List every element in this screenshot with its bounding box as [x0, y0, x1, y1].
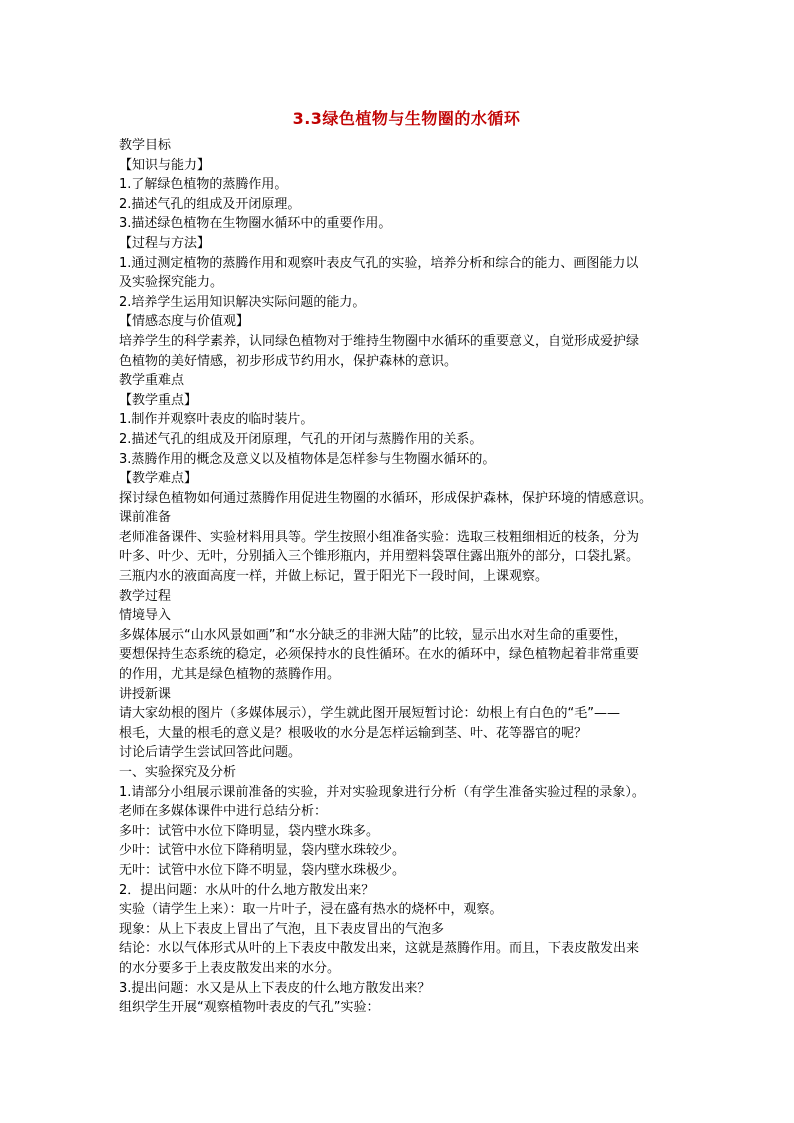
text-line: 【过程与方法】: [119, 235, 211, 251]
text-line: 【教学难点】: [119, 471, 198, 487]
text-line: 叶多、叶少、无叶，分别插入三个锥形瓶内，并用塑料袋罩住露出瓶外的部分，口袋扎紧。: [119, 549, 640, 565]
text-line: 【情感态度与价值观】: [119, 314, 250, 330]
text-line: 一、实验探究及分析: [119, 765, 237, 780]
text-line: 老师准备课件、实验材料用具等。学生按照小组准备实验：选取三枝粗细相近的枝条，分为: [119, 529, 640, 545]
text-line: 教学过程: [119, 588, 172, 604]
text-line: 老师在多媒体课件中进行总结分析：: [119, 804, 328, 820]
text-line: 实验（请学生上来）：取一片叶子，浸在盛有热水的烧杯中，观察。: [119, 902, 503, 918]
text-line: 1.请部分小组展示课前准备的实验，并对实验现象进行分析（有学生准备实验过程的录象）。: [119, 784, 645, 800]
document-page: [119, 108, 694, 1018]
document-body: [119, 136, 694, 1018]
text-line: 2.培养学生运用知识解决实际问题的能力。: [119, 294, 366, 310]
text-line: 教学重难点: [119, 373, 185, 389]
text-line: 2.描述气孔的组成及开闭原理。: [119, 196, 301, 212]
text-line: 的水分要多于上表皮散发出来的水分。: [119, 960, 341, 976]
text-line: 讨论后请学生尝试回答此问题。: [119, 745, 302, 761]
text-line: 组织学生开展“观察植物叶表皮的气孔”实验：: [119, 1000, 380, 1016]
text-line: 无叶：试管中水位下降不明显，袋内壁水珠极少。: [119, 862, 406, 878]
text-line: 结论：水以气体形式从叶的上下表皮中散发出来，这就是蒸腾作用。而且，下表皮散发出来: [119, 941, 640, 957]
page-title: 3.3绿色植物与生物圈的水循环: [292, 109, 521, 128]
text-line: 1.了解绿色植物的蒸腾作用。: [119, 177, 288, 193]
text-line: 3.蒸腾作用的概念及意义以及植物体是怎样参与生物圈水循环的。: [119, 451, 496, 467]
text-line: 课前准备: [119, 510, 172, 526]
text-line: 的作用，尤其是绿色植物的蒸腾作用。: [119, 667, 341, 683]
text-line: 1.通过测定植物的蒸腾作用和观察叶表皮气孔的实验，培养分析和综合的能力、画图能力以: [119, 255, 639, 271]
text-line: 2．提出问题：水从叶的什么地方散发出来？: [119, 882, 375, 898]
text-line: 3.提出问题：水又是从上下表皮的什么地方散发出来？: [119, 980, 431, 996]
text-line: 【知识与能力】: [119, 157, 211, 173]
text-line: 教学目标: [119, 138, 172, 153]
text-line: 及实验探究能力。: [119, 275, 224, 291]
text-line: 根毛，大量的根毛的意义是？根吸收的水分是怎样运输到茎、叶、花等器官的呢？: [119, 725, 588, 741]
text-line: 多叶：试管中水位下降明显，袋内壁水珠多。: [119, 823, 380, 839]
text-line: 请大家幼根的图片（多媒体展示），学生就此图开展短暂讨论：幼根上有白色的“毛”——: [119, 706, 620, 722]
text-line: 2.描述气孔的组成及开闭原理，气孔的开闭与蒸腾作用的关系。: [119, 431, 483, 447]
text-line: 三瓶内水的液面高度一样，并做上标记，置于阳光下一段时间，上课观察。: [119, 569, 549, 585]
text-line: 培养学生的科学素养，认同绿色植物对于维持生物圈中水循环的重要意义，自觉形成爱护绿: [119, 333, 640, 349]
text-line: 要想保持生态系统的稳定，必须保持水的良性循环。在水的循环中，绿色植物起着非常重要: [119, 647, 640, 663]
text-line: 探讨绿色植物如何通过蒸腾作用促进生物圈的水循环，形成保护森林，保护环境的情感意识。: [119, 490, 653, 506]
text-line: 现象：从上下表皮上冒出了气泡，且下表皮冒出的气泡多: [119, 921, 445, 937]
text-line: 情境导入: [119, 608, 172, 624]
text-line: 1.制作并观察叶表皮的临时装片。: [119, 412, 314, 428]
text-line: 【教学重点】: [119, 392, 198, 408]
text-line: 少叶：试管中水位下降稍明显，袋内壁水珠较少。: [119, 843, 406, 859]
text-line: 讲授新课: [119, 686, 172, 702]
text-line: 多媒体展示“山水风景如画”和“水分缺乏的非洲大陆”的比较，显示出水对生命的重要性，: [119, 627, 627, 643]
text-line: 3.描述绿色植物在生物圈水循环中的重要作用。: [119, 216, 392, 232]
text-line: 色植物的美好情感，初步形成节约用水，保护森林的意识。: [119, 353, 458, 369]
